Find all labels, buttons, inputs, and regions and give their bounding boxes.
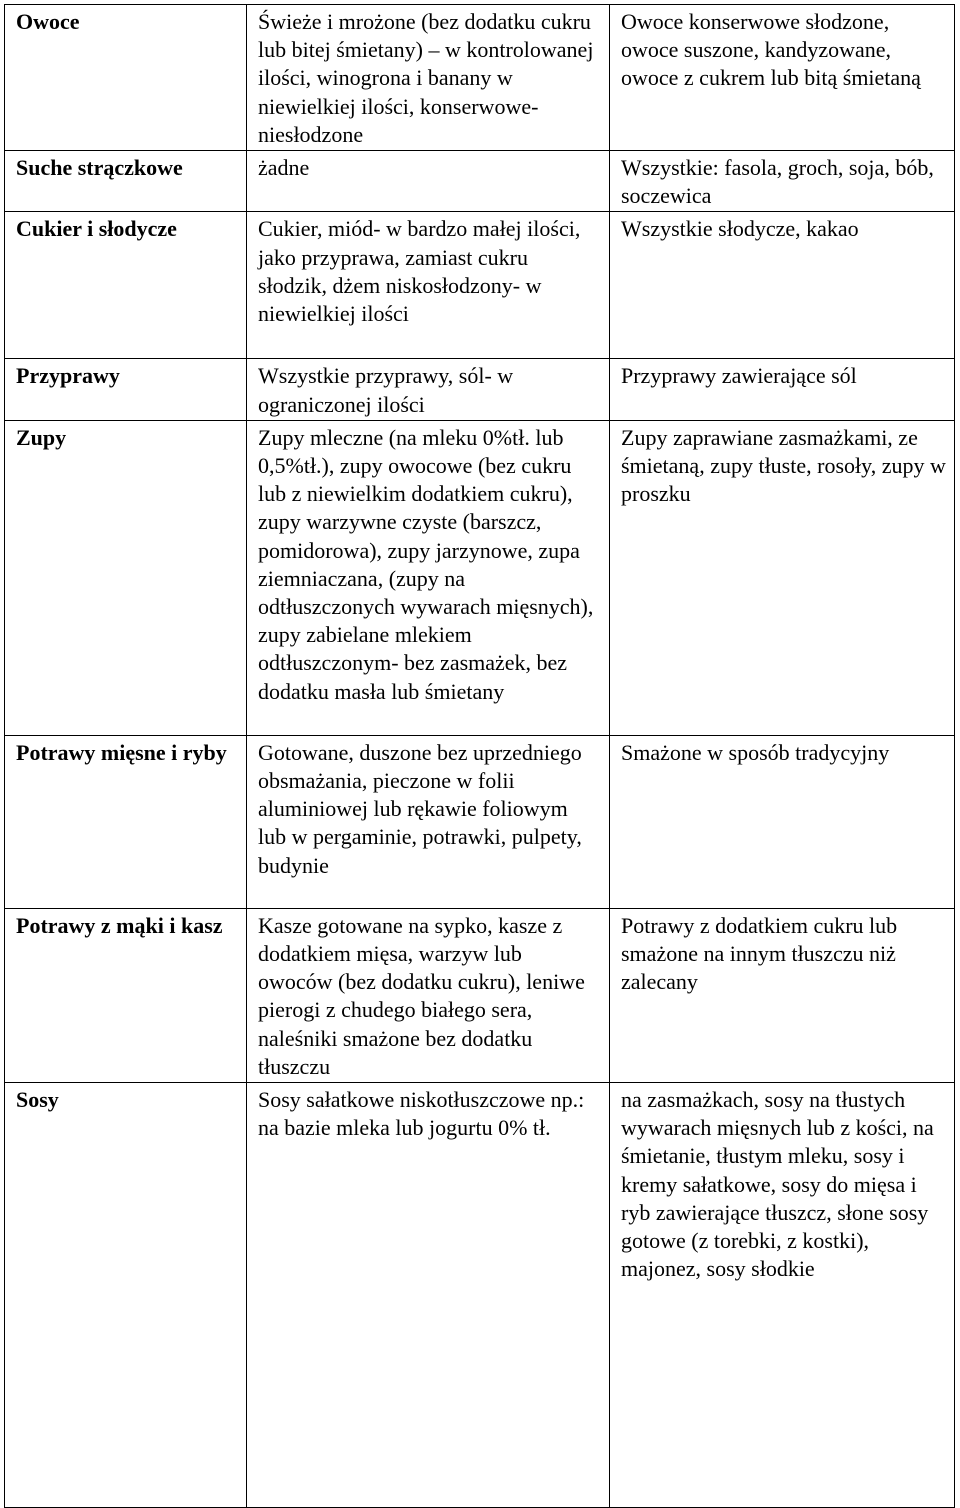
allowed-cell: żadne [247, 151, 610, 212]
category-cell: Suche strączkowe [5, 151, 247, 212]
allowed-cell: Wszystkie przyprawy, sól- w ograniczonej ilości [247, 359, 610, 420]
category-cell: Potrawy z mąki i kasz [5, 908, 247, 1082]
table-row [5, 359, 955, 420]
category-cell: Sosy [5, 1083, 247, 1508]
table-row [5, 1083, 955, 1508]
category-cell: Cukier i słodycze [5, 212, 247, 359]
allowed-cell: Świeże i mrożone (bez dodatku cukru lub bitej śmietany) – w kontrolowanej ilości, winogrona i banany w niewielkiej ilości, konserwowe- niesłodzone [247, 5, 610, 151]
allowed-cell: Cukier, miód- w bardzo małej ilości, jako przyprawa, zamiast cukru słodzik, dżem niskosłodzony- w niewielkiej ilości [247, 212, 610, 359]
category-cell: Potrawy mięsne i ryby [5, 735, 247, 908]
diet-table [4, 4, 955, 1508]
forbidden-cell: Owoce konserwowe słodzone, owoce suszone, kandyzowane, owoce z cukrem lub bitą śmietaną [610, 5, 955, 151]
table-row [5, 420, 955, 735]
table-row [5, 151, 955, 212]
table-row [5, 5, 955, 151]
forbidden-cell: na zasmażkach, sosy na tłustych wywarach mięsnych lub z kości, na śmietanie, tłustym mleku, sosy i kremy sałatkowe, sosy do mięsa i ryb zawierające tłuszcz, słone sosy gotowe (z torebki, z kostki), majonez, sosy słodkie [610, 1083, 955, 1508]
allowed-cell: Kasze gotowane na sypko, kasze z dodatkiem mięsa, warzyw lub owoców (bez dodatku cukru), leniwe pierogi z chudego białego sera, naleśniki smażone bez dodatku tłuszczu [247, 908, 610, 1082]
category-cell: Owoce [5, 5, 247, 151]
table-row [5, 908, 955, 1082]
category-cell: Przyprawy [5, 359, 247, 420]
allowed-cell: Sosy sałatkowe niskotłuszczowe np.: na bazie mleka lub jogurtu 0% tł. [247, 1083, 610, 1508]
allowed-cell: Zupy mleczne (na mleku 0%tł. lub 0,5%tł.), zupy owocowe (bez cukru lub z niewielkim dodatkiem cukru), zupy warzywne czyste (barszcz, pomidorowa), zupy jarzynowe, zupa ziemniaczana, (zupy na odtłuszczonych wywarach mięsnych), zupy zabielane mlekiem odtłuszczonym- bez zasmażek, bez dodatku masła lub śmietany [247, 420, 610, 735]
forbidden-cell: Przyprawy zawierające sól [610, 359, 955, 420]
allowed-cell: Gotowane, duszone bez uprzedniego obsmażania, pieczone w folii aluminiowej lub rękawie foliowym lub w pergaminie, potrawki, pulpety, budynie [247, 735, 610, 908]
forbidden-cell: Zupy zaprawiane zasmażkami, ze śmietaną, zupy tłuste, rosoły, zupy w proszku [610, 420, 955, 735]
forbidden-cell: Smażone w sposób tradycyjny [610, 735, 955, 908]
category-cell: Zupy [5, 420, 247, 735]
table-row [5, 212, 955, 359]
forbidden-cell: Potrawy z dodatkiem cukru lub smażone na innym tłuszczu niż zalecany [610, 908, 955, 1082]
table-row [5, 735, 955, 908]
forbidden-cell: Wszystkie słodycze, kakao [610, 212, 955, 359]
forbidden-cell: Wszystkie: fasola, groch, soja, bób, soczewica [610, 151, 955, 212]
